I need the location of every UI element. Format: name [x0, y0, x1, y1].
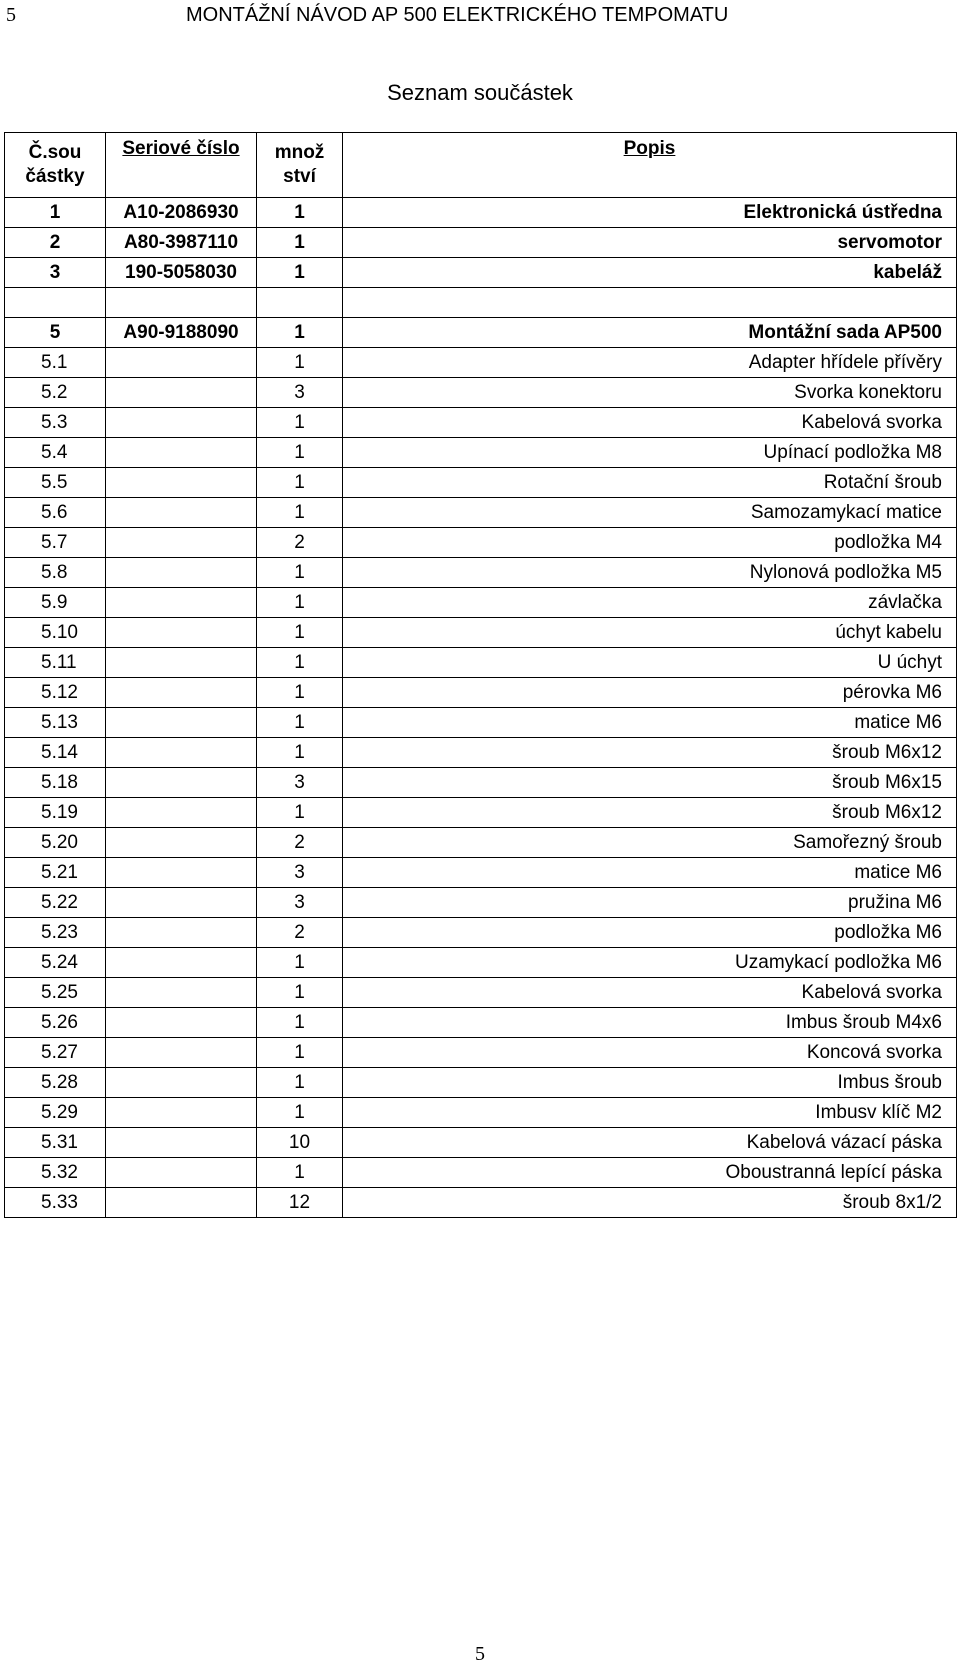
part-number-cell: 5.20	[5, 828, 106, 858]
quantity-cell: 10	[257, 1128, 343, 1158]
description-cell: U úchyt	[343, 648, 957, 678]
table-row	[5, 348, 957, 378]
part-number-cell: 5.27	[5, 1038, 106, 1068]
quantity-cell: 1	[257, 948, 343, 978]
table-row	[5, 438, 957, 468]
page-number-top: 5	[6, 4, 16, 26]
part-number-cell: 5.10	[5, 618, 106, 648]
description-cell: šroub M6x15	[343, 768, 957, 798]
serial-number-cell	[106, 1038, 257, 1068]
serial-number-cell	[106, 918, 257, 948]
table-row	[5, 858, 957, 888]
serial-number-cell	[106, 828, 257, 858]
table-row	[5, 888, 957, 918]
description-cell: Kabelová svorka	[343, 978, 957, 1008]
quantity-cell: 1	[257, 228, 343, 258]
description-cell: matice M6	[343, 708, 957, 738]
serial-number-cell	[106, 1158, 257, 1188]
serial-number-cell: A80-3987110	[106, 228, 257, 258]
serial-number-cell: 190-5058030	[106, 258, 257, 288]
description-cell: Upínací podložka M8	[343, 438, 957, 468]
quantity-cell: 1	[257, 1098, 343, 1128]
quantity-cell: 3	[257, 768, 343, 798]
serial-number-cell	[106, 408, 257, 438]
quantity-cell: 2	[257, 528, 343, 558]
description-cell: podložka M6	[343, 918, 957, 948]
header-serial-number: Seriové číslo	[106, 133, 257, 198]
serial-number-cell	[106, 768, 257, 798]
parts-table	[4, 132, 957, 1218]
document-title: MONTÁŽNÍ NÁVOD AP 500 ELEKTRICKÉHO TEMPOMATU	[186, 4, 729, 26]
serial-number-cell	[106, 558, 257, 588]
table-row	[5, 978, 957, 1008]
description-cell: Rotační šroub	[343, 468, 957, 498]
description-cell: Samozamykací matice	[343, 498, 957, 528]
table-row	[5, 1008, 957, 1038]
part-number-cell: 5	[5, 318, 106, 348]
header-description: Popis	[343, 133, 957, 198]
part-number-cell: 5.3	[5, 408, 106, 438]
quantity-cell: 3	[257, 888, 343, 918]
table-caption: Seznam součástek	[387, 80, 573, 105]
quantity-cell: 1	[257, 558, 343, 588]
part-number-cell: 1	[5, 198, 106, 228]
part-number-cell: 5.14	[5, 738, 106, 768]
table-row	[5, 918, 957, 948]
quantity-cell: 1	[257, 498, 343, 528]
description-cell: Samořezný šroub	[343, 828, 957, 858]
quantity-cell: 3	[257, 858, 343, 888]
part-number-cell: 5.7	[5, 528, 106, 558]
header-quantity-label: množ ství	[274, 142, 325, 187]
part-number-cell: 5.21	[5, 858, 106, 888]
quantity-cell: 1	[257, 438, 343, 468]
table-row	[5, 618, 957, 648]
empty-cell	[343, 288, 957, 318]
part-number-cell: 5.19	[5, 798, 106, 828]
part-number-cell: 5.9	[5, 588, 106, 618]
description-cell: úchyt kabelu	[343, 618, 957, 648]
quantity-cell: 1	[257, 408, 343, 438]
serial-number-cell	[106, 468, 257, 498]
quantity-cell: 2	[257, 918, 343, 948]
part-number-cell: 5.1	[5, 348, 106, 378]
description-cell: Elektronická ústředna	[343, 198, 957, 228]
serial-number-cell	[106, 648, 257, 678]
part-number-cell: 5.28	[5, 1068, 106, 1098]
serial-number-cell	[106, 798, 257, 828]
table-row	[5, 588, 957, 618]
quantity-cell: 1	[257, 978, 343, 1008]
table-row	[5, 198, 957, 228]
empty-cell	[257, 288, 343, 318]
quantity-cell: 1	[257, 1158, 343, 1188]
part-number-cell: 5.25	[5, 978, 106, 1008]
description-cell: Nylonová podložka M5	[343, 558, 957, 588]
description-cell: Imbus šroub M4x6	[343, 1008, 957, 1038]
quantity-cell: 1	[257, 1068, 343, 1098]
part-number-cell: 5.13	[5, 708, 106, 738]
part-number-cell: 5.24	[5, 948, 106, 978]
part-number-cell: 5.11	[5, 648, 106, 678]
table-row	[5, 408, 957, 438]
part-number-cell: 5.32	[5, 1158, 106, 1188]
serial-number-cell	[106, 948, 257, 978]
empty-cell	[106, 288, 257, 318]
quantity-cell: 1	[257, 588, 343, 618]
part-number-cell: 5.33	[5, 1188, 106, 1218]
description-cell: pružina M6	[343, 888, 957, 918]
description-cell: Kabelová svorka	[343, 408, 957, 438]
description-cell: Uzamykací podložka M6	[343, 948, 957, 978]
serial-number-cell	[106, 978, 257, 1008]
table-row	[5, 768, 957, 798]
empty-cell	[5, 288, 106, 318]
table-row	[5, 1098, 957, 1128]
part-number-cell: 5.31	[5, 1128, 106, 1158]
description-cell: Imbus šroub	[343, 1068, 957, 1098]
serial-number-cell	[106, 1008, 257, 1038]
serial-number-cell	[106, 1188, 257, 1218]
quantity-cell: 1	[257, 1008, 343, 1038]
header-part-number	[5, 133, 106, 198]
table-row	[5, 828, 957, 858]
description-cell: Imbusv klíč M2	[343, 1098, 957, 1128]
table-row	[5, 528, 957, 558]
serial-number-cell: A10-2086930	[106, 198, 257, 228]
table-row	[5, 948, 957, 978]
table-row	[5, 708, 957, 738]
quantity-cell: 1	[257, 1038, 343, 1068]
table-row	[5, 648, 957, 678]
table-row	[5, 318, 957, 348]
part-number-cell: 5.23	[5, 918, 106, 948]
description-cell: Oboustranná lepící páska	[343, 1158, 957, 1188]
quantity-cell: 1	[257, 798, 343, 828]
part-number-cell: 5.22	[5, 888, 106, 918]
description-cell: Svorka konektoru	[343, 378, 957, 408]
serial-number-cell	[106, 618, 257, 648]
part-number-cell: 5.4	[5, 438, 106, 468]
table-row	[5, 378, 957, 408]
header-part-number-label: Č.sou částky	[25, 142, 85, 187]
part-number-cell: 2	[5, 228, 106, 258]
table-row	[5, 558, 957, 588]
description-cell: šroub M6x12	[343, 798, 957, 828]
table-row	[5, 798, 957, 828]
serial-number-cell	[106, 1128, 257, 1158]
serial-number-cell	[106, 528, 257, 558]
description-cell: servomotor	[343, 228, 957, 258]
table-row	[5, 1188, 957, 1218]
part-number-cell: 5.26	[5, 1008, 106, 1038]
description-cell: šroub M6x12	[343, 738, 957, 768]
description-cell: šroub 8x1/2	[343, 1188, 957, 1218]
description-cell: Montážní sada AP500	[343, 318, 957, 348]
table-row	[5, 468, 957, 498]
serial-number-cell	[106, 378, 257, 408]
serial-number-cell	[106, 348, 257, 378]
serial-number-cell	[106, 438, 257, 468]
quantity-cell: 1	[257, 678, 343, 708]
parts-table-body	[5, 198, 957, 1218]
table-row	[5, 228, 957, 258]
serial-number-cell	[106, 1068, 257, 1098]
quantity-cell: 3	[257, 378, 343, 408]
quantity-cell: 1	[257, 318, 343, 348]
quantity-cell: 12	[257, 1188, 343, 1218]
page-number-bottom: 5	[475, 1643, 485, 1665]
part-number-cell: 5.6	[5, 498, 106, 528]
quantity-cell: 1	[257, 258, 343, 288]
description-cell: pérovka M6	[343, 678, 957, 708]
table-row	[5, 1068, 957, 1098]
header-quantity	[257, 133, 343, 198]
part-number-cell: 5.12	[5, 678, 106, 708]
table-row	[5, 258, 957, 288]
serial-number-cell	[106, 738, 257, 768]
serial-number-cell	[106, 1098, 257, 1128]
serial-number-cell	[106, 588, 257, 618]
description-cell: kabeláž	[343, 258, 957, 288]
table-row	[5, 738, 957, 768]
table-header-row	[5, 133, 957, 198]
quantity-cell: 1	[257, 648, 343, 678]
part-number-cell: 5.8	[5, 558, 106, 588]
blank-separator-row	[5, 288, 957, 318]
quantity-cell: 1	[257, 618, 343, 648]
description-cell: závlačka	[343, 588, 957, 618]
table-row	[5, 498, 957, 528]
description-cell: podložka M4	[343, 528, 957, 558]
description-cell: Adapter hřídele přívěry	[343, 348, 957, 378]
description-cell: Kabelová vázací páska	[343, 1128, 957, 1158]
serial-number-cell	[106, 858, 257, 888]
part-number-cell: 5.5	[5, 468, 106, 498]
part-number-cell: 5.29	[5, 1098, 106, 1128]
table-row	[5, 1158, 957, 1188]
table-row	[5, 1038, 957, 1068]
part-number-cell: 5.2	[5, 378, 106, 408]
serial-number-cell	[106, 888, 257, 918]
quantity-cell: 1	[257, 348, 343, 378]
serial-number-cell	[106, 708, 257, 738]
serial-number-cell	[106, 678, 257, 708]
quantity-cell: 1	[257, 198, 343, 228]
part-number-cell: 3	[5, 258, 106, 288]
serial-number-cell: A90-9188090	[106, 318, 257, 348]
quantity-cell: 1	[257, 708, 343, 738]
quantity-cell: 1	[257, 468, 343, 498]
table-row	[5, 1128, 957, 1158]
description-cell: Koncová svorka	[343, 1038, 957, 1068]
part-number-cell: 5.18	[5, 768, 106, 798]
table-row	[5, 678, 957, 708]
quantity-cell: 1	[257, 738, 343, 768]
serial-number-cell	[106, 498, 257, 528]
quantity-cell: 2	[257, 828, 343, 858]
description-cell: matice M6	[343, 858, 957, 888]
